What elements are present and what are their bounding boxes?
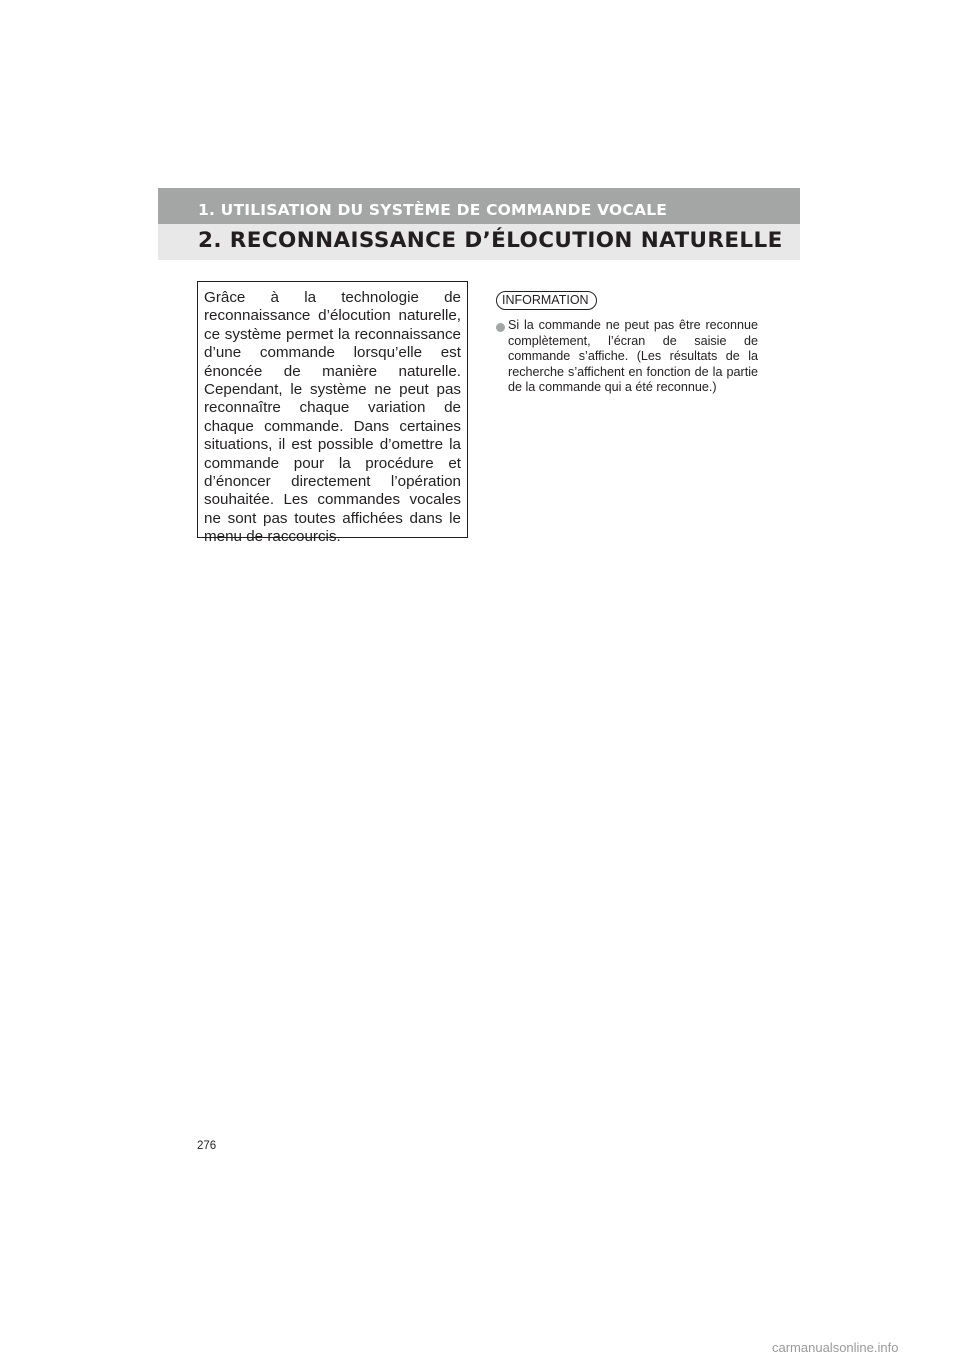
watermark: carmanualsonline.info [772, 1340, 899, 1355]
section-title: 1. UTILISATION DU SYSTÈME DE COMMANDE VOCALE [198, 201, 668, 219]
information-label: INFORMATION [496, 291, 597, 310]
filled-circle-icon [496, 323, 505, 332]
intro-text: Grâce à la technologie de reconnaissance d’élocution naturelle, ce système permet la reconnaissance d’une commande lorsqu’elle est énoncée de manière naturelle. Cependant, le système ne peut pas reconnaître chaque variation de chaque commande. Dans certaines situations, il est possible d’omettre la commande pour la procédure et d’énoncer directement l’opération souhaitée. Les commandes vocales ne sont pas toutes affichées dans le menu de raccourcis. [204, 289, 461, 546]
section-bar [158, 188, 800, 224]
page-number: 276 [197, 1140, 217, 1152]
information-item-text: Si la commande ne peut pas être reconnue complètement, l’écran de saisie de commande s’affiche. (Les résultats de la recherche s’affichent en fonction de la partie de la commande qui a été reconnue.) [508, 318, 758, 395]
information-section [496, 291, 758, 396]
information-item [496, 318, 758, 396]
page-title: 2. RECONNAISSANCE D’ÉLOCUTION NATURELLE [198, 228, 783, 253]
page-header [158, 188, 800, 260]
intro-box [197, 281, 468, 546]
